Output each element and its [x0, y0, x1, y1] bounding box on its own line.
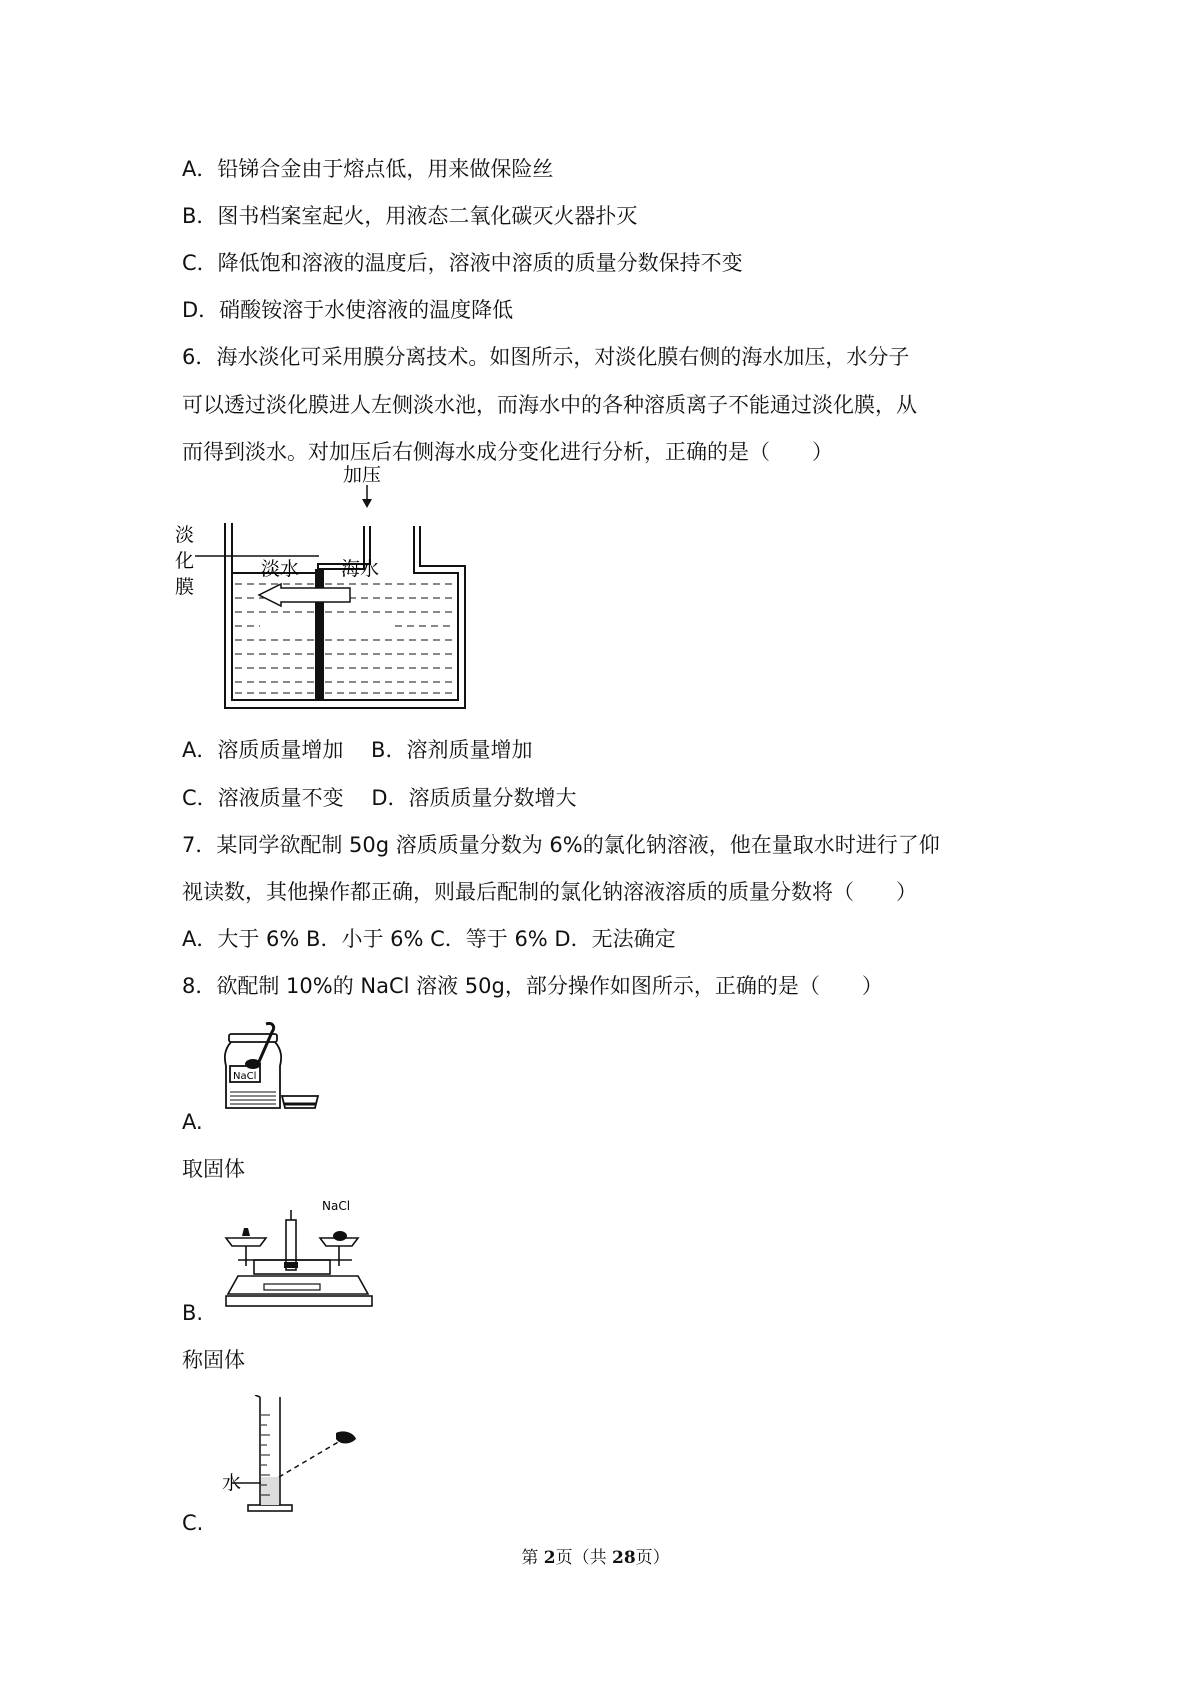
q6-stem-line-3: 而得到淡水。对加压后右侧海水成分变化进行分析，正确的是（ ）: [182, 440, 833, 464]
footer-mid: 页（共: [555, 1548, 612, 1568]
spoon-icon: [245, 1059, 261, 1069]
footer-total-pages: 28: [611, 1548, 636, 1568]
nacl-pile: [333, 1231, 347, 1241]
balance-figure: [224, 1198, 376, 1314]
membrane-label-3: 膜: [175, 576, 195, 598]
q5-option-c: C．降低饱和溶液的温度后，溶液中溶质的质量分数保持不变: [182, 251, 743, 275]
weight-icon: [242, 1228, 250, 1236]
q7-stem-line-2: 视读数，其他操作都正确，则最后配制的氯化钠溶液溶质的质量分数将（ ）: [182, 880, 917, 904]
q8-caption-a: 取固体: [182, 1157, 245, 1181]
footer-page-number: 2: [543, 1548, 556, 1568]
seawater-label: 海水: [341, 558, 380, 580]
q5-option-a: A．铅锑合金由于熔点低，用来做保险丝: [182, 157, 554, 181]
q7-stem-line-1: 7．某同学欲配制 50g 溶质质量分数为 6%的氯化钠溶液，他在量取水时进行了仰: [182, 833, 940, 857]
membrane-desalination-figure: [175, 464, 475, 713]
q8-stem: 8．欲配制 10%的 NaCl 溶液 50g，部分操作如图所示，正确的是（ ）: [182, 974, 883, 998]
pressure-label: 加压: [343, 464, 382, 486]
fresh-water-label: 淡水: [261, 558, 300, 580]
eye-icon: [336, 1431, 356, 1443]
footer-pre: 第: [521, 1548, 544, 1568]
q6-stem-line-1: 6．海水淡化可采用膜分离技术。如图所示，对淡化膜右侧的海水加压，水分子: [182, 345, 910, 369]
q8-option-c-label: C.: [182, 1511, 204, 1535]
membrane-label-1: 淡: [175, 524, 195, 546]
q6-options-cd: C．溶液质量不变 D．溶质质量分数增大: [182, 786, 577, 810]
footer-post: 页）: [635, 1548, 670, 1568]
pressure-arrow-icon: [362, 499, 372, 508]
flow-arrow-icon: [259, 584, 350, 606]
q7-options: A．大于 6% B．小于 6% C．等于 6% D．无法确定: [182, 927, 676, 951]
water-label: 水: [222, 1472, 242, 1494]
q8-caption-b: 称固体: [182, 1348, 245, 1372]
q5-option-b: B．图书档案室起火，用液态二氧化碳灭火器扑灭: [182, 204, 638, 228]
membrane-label-2: 化: [175, 550, 195, 572]
nacl-label-a: NaCl: [233, 1071, 257, 1082]
q8-option-a-label: A.: [182, 1110, 203, 1134]
measuring-cylinder-figure: [222, 1395, 362, 1515]
page-footer: [0, 1543, 1191, 1568]
q6-options-ab: A．溶质质量增加 B．溶剂质量增加: [182, 738, 533, 762]
q5-option-d: D．硝酸铵溶于水使溶液的温度降低: [182, 298, 514, 322]
q6-stem-line-2: 可以透过淡化膜进人左侧淡水池，而海水中的各种溶质离子不能通过淡化膜，从: [182, 393, 917, 417]
q8-option-b-label: B.: [182, 1301, 204, 1325]
nacl-label-b: NaCl: [322, 1199, 351, 1213]
take-solid-figure: [222, 1022, 326, 1114]
